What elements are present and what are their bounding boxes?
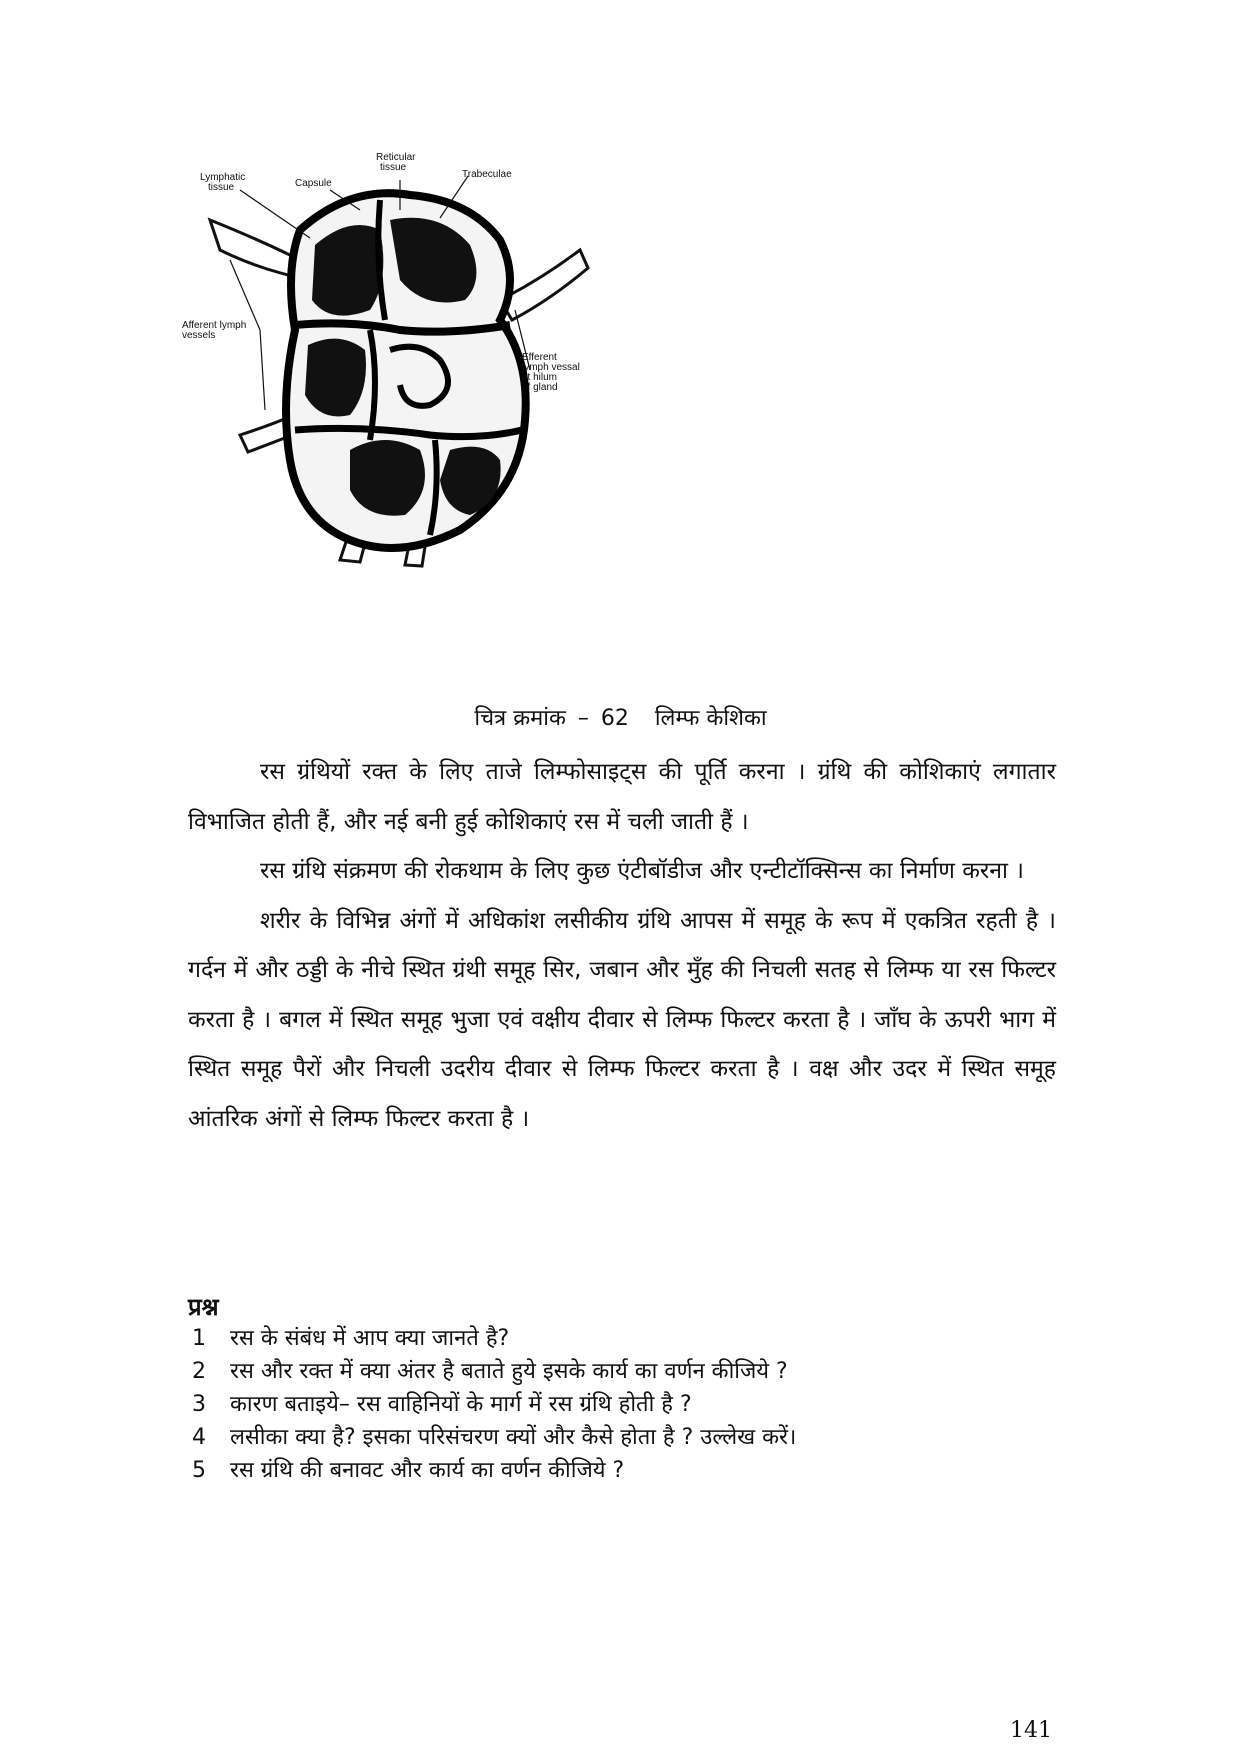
label-afferent-lymph-vessels: Afferent lymph vessels <box>182 320 247 341</box>
question-number: 4 <box>192 1425 206 1450</box>
question-number: 1 <box>192 1326 206 1351</box>
questions-list <box>192 1322 1052 1487</box>
paragraph-1: रस ग्रंथियों रक्त के लिए ताजे लिम्फोसाइट्स की पूर्ति करना । ग्रंथि की कोशिकाएं लगातार विभाजित होती हैं, और नई बनी हुई कोशिकाएं रस में चली जाती हैं । <box>188 759 1056 835</box>
question-item <box>192 1322 1052 1355</box>
body-text <box>188 748 1056 1144</box>
question-text: रस ग्रंथि की बनावट और कार्य का वर्णन कीजिये ? <box>230 1458 625 1483</box>
question-number: 2 <box>192 1359 206 1384</box>
question-item <box>192 1355 1052 1388</box>
question-number: 3 <box>192 1392 206 1417</box>
follicle-4 <box>350 440 425 516</box>
figure-caption <box>0 702 1241 732</box>
question-text: कारण बताइये– रस वाहिनियों के मार्ग में रस ग्रंथि होती है ? <box>230 1392 692 1417</box>
caption-prefix: चित्र क्रमांक <box>474 706 566 731</box>
question-text: लसीका क्या है? इसका परिसंचरण क्यों और कैसे होता है ? उल्लेख करें। <box>230 1425 797 1450</box>
label-trabeculae: Trabeculae <box>462 169 512 180</box>
questions-heading: प्रश्न <box>188 1293 219 1321</box>
question-text: रस और रक्त में क्या अंतर है बताते हुये इसके कार्य का वर्णन कीजिये ? <box>230 1359 788 1384</box>
lymph-node-figure <box>182 152 680 640</box>
question-item <box>192 1454 1052 1487</box>
lymph-node-diagram <box>182 152 680 640</box>
paragraph-3: शरीर के विभिन्न अंगों में अधिकांश लसीकीय ग्रंथि आपस में समूह के रूप में एकत्रित रहती है । गर्दन में और ठड्डी के नीचे स्थित ग्रंथी समूह सिर, जबान और मुँह की निचली सतह से लिम्फ या रस फिल्टर करता है । बगल में स्थित समूह भुजा एवं वक्षीय दीवार से लिम्फ फिल्टर करता है । जाँघ के ऊपरी भाग में स्थित समूह पैरों और निचली उदरीय दीवार से लिम्फ फिल्टर करता है । वक्ष और उदर में स्थित समूह आंतरिक अंगों से लिम्फ फिल्टर करता है । <box>188 907 1056 1132</box>
paragraph-2: रस ग्रंथि संक्रमण की रोकथाम के लिए कुछ एंटीबॉडीज और एन्‍टीटॉक्सिन्स का निर्माण करना । <box>260 858 1025 884</box>
label-reticular-tissue: Reticular tissue <box>376 152 416 173</box>
page-number: 141 <box>1010 1718 1052 1743</box>
label-lymphatic-tissue: Lymphatic tissue <box>200 172 246 193</box>
label-efferent-lymph-vessel: Efferent lymph vessal at hilum of gland <box>522 352 580 393</box>
question-text: रस के संबंध में आप क्या जानते है? <box>230 1326 510 1351</box>
caption-number: 62 <box>600 706 629 731</box>
label-capsule: Capsule <box>295 178 332 189</box>
question-number: 5 <box>192 1458 206 1483</box>
question-item <box>192 1388 1052 1421</box>
caption-dash: – <box>577 706 589 731</box>
question-item <box>192 1421 1052 1454</box>
caption-title: लिम्फ केशिका <box>654 706 767 731</box>
